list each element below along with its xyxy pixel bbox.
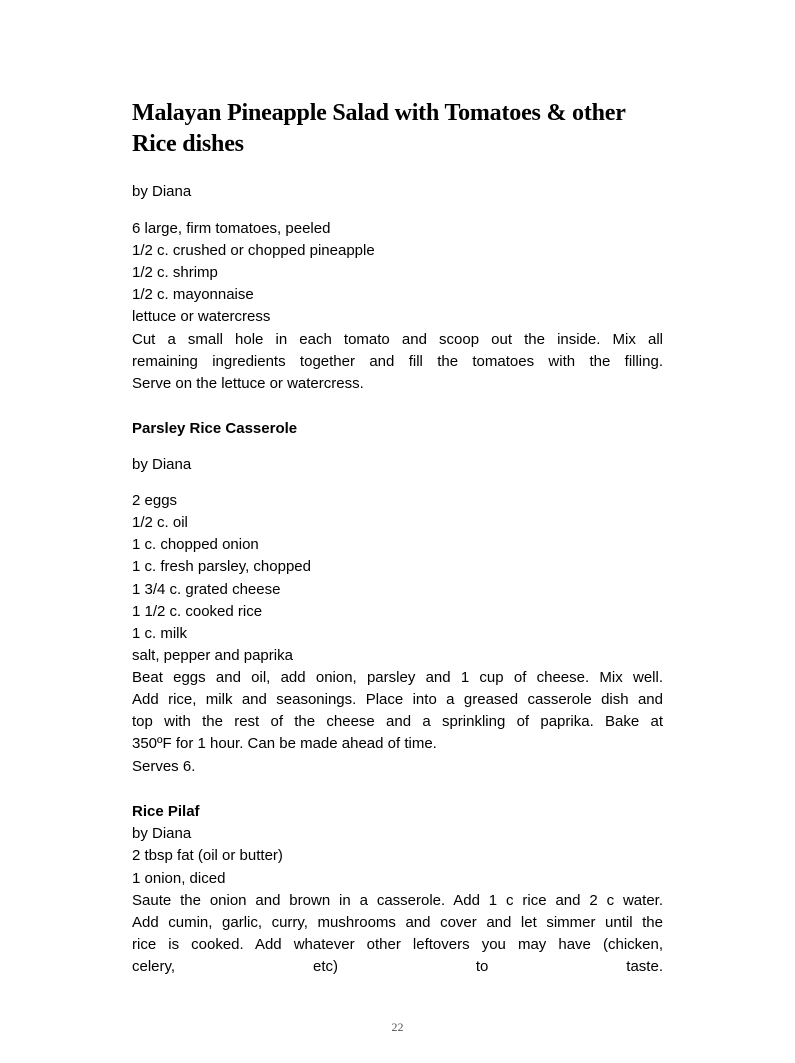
recipe-directions	[132, 329, 663, 395]
ingredient-item: 1 c. milk	[132, 625, 188, 642]
ingredient-item: 1/2 c. oil	[132, 514, 188, 531]
page-number: 22	[391, 1020, 404, 1034]
recipe-title: Malayan Pineapple Salad with Tomatoes & other Rice dishes	[132, 100, 626, 157]
recipe-author: by Diana	[132, 456, 192, 473]
recipe-author: by Diana	[132, 183, 192, 200]
ingredient-item: 1 c. chopped onion	[132, 536, 259, 553]
recipe-directions	[132, 890, 663, 978]
directions-line: 350ºF for 1 hour. Can be made ahead of time.	[132, 735, 437, 752]
recipe-directions	[132, 667, 663, 755]
ingredient-item: 2 eggs	[132, 492, 178, 509]
directions-line: Add rice, milk and seasonings. Place into a greased casserole dish and	[132, 691, 663, 708]
directions-line: Add cumin, garlic, curry, mushrooms and cover and let simmer until the	[132, 914, 663, 931]
directions-line: celery, etc) to taste.	[132, 958, 663, 975]
directions-line: Serve on the lettuce or watercress.	[132, 375, 364, 392]
ingredient-item: 1/2 c. crushed or chopped pineapple	[132, 242, 375, 259]
directions-line: Saute the onion and brown in a casserole. Add 1 c rice and 2 c water.	[132, 892, 663, 909]
recipe-title: Parsley Rice Casserole	[132, 420, 298, 437]
ingredient-item: 6 large, firm tomatoes, peeled	[132, 220, 331, 237]
directions-line: remaining ingredients together and fill the tomatoes with the filling.	[132, 353, 663, 370]
recipe-serves: Serves 6.	[132, 758, 196, 775]
recipe-author: by Diana	[132, 825, 192, 842]
ingredient-item: 1 3/4 c. grated cheese	[132, 581, 281, 598]
ingredient-item: 1/2 c. mayonnaise	[132, 286, 254, 303]
ingredient-item: salt, pepper and paprika	[132, 647, 293, 664]
recipe-title: Rice Pilaf	[132, 803, 200, 820]
ingredient-item: 1 onion, diced	[132, 870, 226, 887]
ingredient-item: 1/2 c. shrimp	[132, 264, 218, 281]
directions-line: rice is cooked. Add whatever other leftovers you may have (chicken,	[132, 936, 663, 953]
directions-line: top with the rest of the cheese and a sprinkling of paprika. Bake at	[132, 713, 663, 730]
ingredient-item: 1 1/2 c. cooked rice	[132, 603, 263, 620]
ingredient-item: lettuce or watercress	[132, 308, 271, 325]
directions-line: Beat eggs and oil, add onion, parsley and 1 cup of cheese. Mix well.	[132, 669, 663, 686]
ingredient-item: 2 tbsp fat (oil or butter)	[132, 847, 283, 864]
ingredient-item: 1 c. fresh parsley, chopped	[132, 558, 311, 575]
directions-line: Cut a small hole in each tomato and scoop out the inside. Mix all	[132, 331, 663, 348]
